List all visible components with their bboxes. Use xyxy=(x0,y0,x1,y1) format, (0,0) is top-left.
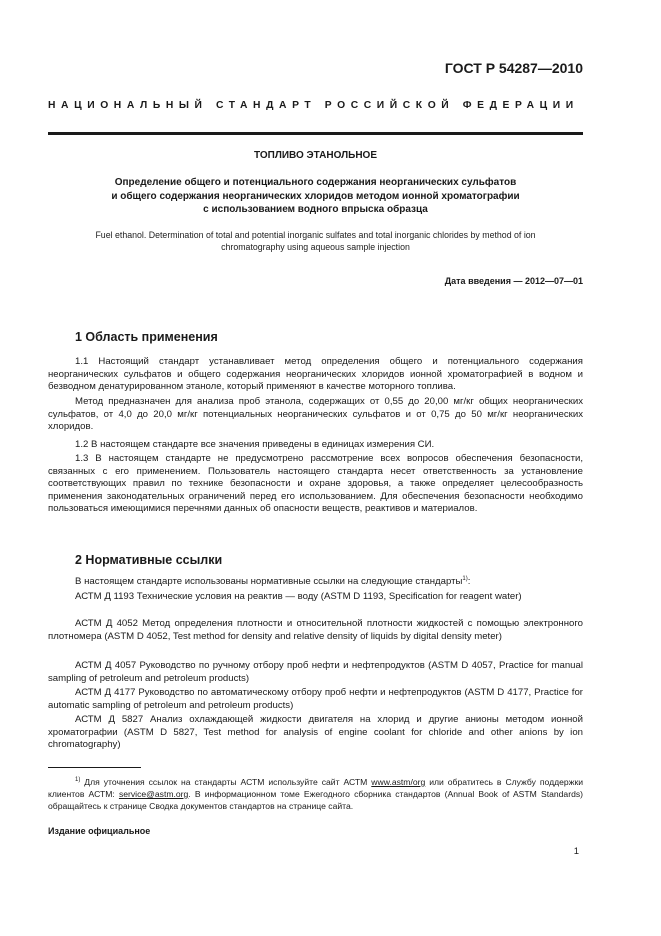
section-1-paragraph: Метод предназначен для анализа проб этанола, содержащих от 0,55 до 20,00 мг/кг общих неорганических сульфатов, от 4,0 до 20,0 мг/кг потенциальных неорганических сульфатов и от 0,75 до 50 мг/кг неорганических хлоридов. xyxy=(48,396,583,432)
section-2-heading: 2 Нормативные ссылки xyxy=(75,553,223,567)
section-1-paragraph: 1.3 В настоящем стандарте не предусмотрено рассмотрение всех вопросов обеспечения безопасности, связанных с его применением. Пользователь настоящего стандарта несет ответственность за установление соответствующих правил по технике безопасности и охране здоровья, а также определяет целесообразность применения законодательных ограничений перед его использованием. Для обеспечения безопасности необходимо пользоваться имеющимися перечнями данных об опасности веществ, реактивов и материалов. xyxy=(48,453,583,514)
document-subtitle xyxy=(48,176,583,217)
footnote: $^{1)}$ Для уточнения ссылок на стандарты АСТМ используйте сайт АСТМ www.astm/org или обратитесь в Службу поддержки клиентов АСТМ: service@astm.org. В информационном томе Ежегодного сборника стандартов (Annual Book of ASTM Standards) обращайтесь к странице Сводка документов стандартов на странице сайта. xyxy=(48,777,584,811)
english-title xyxy=(48,229,583,253)
reference-item: АСТМ Д 1193 Технические условия на реактив — воду (ASTM D 1193, Specification for reagent water) xyxy=(75,591,522,602)
reference-item: АСТМ Д 4052 Метод определения плотности и относительной плотности жидкостей с помощью электронного плотномера (ASTM D 4052, Test method for density and relative density of liquids by digital density meter) xyxy=(48,618,583,642)
english-title-line: chromatography using aqueous sample injection xyxy=(221,242,410,252)
footnote-mark: 1) xyxy=(75,777,81,784)
page-number: 1 xyxy=(573,846,579,857)
introduction-date: Дата введения — 2012—07—01 xyxy=(444,276,583,286)
section-1-paragraph: 1.2 В настоящем стандарте все значения приведены в единицах измерения СИ. xyxy=(75,439,435,450)
reference-item: АСТМ Д 4057 Руководство по ручному отбору проб нефти и нефтепродуктов (ASTM D 4057, Practice for manual sampling of petroleum and petroleum products) xyxy=(48,660,583,684)
footnote-ref: 1) xyxy=(462,575,468,582)
section-1-paragraph: 1.1 Настоящий стандарт устанавливает метод определения общего и потенциального содержания неорганических сульфатов и общего содержания неорганических хлоридов ионной хроматографией в водном и безводном денатурированном этаноле, который применяют в качестве моторного топлива. xyxy=(48,356,583,392)
subtitle-line: и общего содержания неорганических хлоридов методом ионной хроматографии xyxy=(111,190,520,202)
official-edition-label: Издание официальное xyxy=(48,826,151,836)
astm-email-link[interactable]: service@astm.org xyxy=(118,789,189,799)
header-divider xyxy=(48,132,583,135)
english-title-line: Fuel ethanol. Determination of total and potential inorganic sulfates and total inorganic chlorides by method of ion xyxy=(95,230,536,240)
standard-code: ГОСТ Р 54287—2010 xyxy=(444,60,583,76)
section-1-heading: 1 Область применения xyxy=(75,330,218,344)
reference-item: АСТМ Д 5827 Анализ охлаждающей жидкости двигателя на хлорид и другие анионы методом ионной хроматографии (ASTM D 5827, Test method for analysis of engine coolant for chloride and other anions by ion chromatography) xyxy=(48,714,583,750)
document-title: ТОПЛИВО ЭТАНОЛЬНОЕ xyxy=(254,150,377,161)
astm-website-link[interactable]: www.astm/org xyxy=(371,777,426,787)
section-2-intro: В настоящем стандарте использованы нормативные ссылки на следующие стандарты$^{1)}$: xyxy=(75,575,471,587)
national-standard-banner: НАЦИОНАЛЬНЫЙ СТАНДАРТ РОССИЙСКОЙ ФЕДЕРАЦИИ xyxy=(48,100,579,111)
subtitle-line: Определение общего и потенциального содержания неорганических сульфатов xyxy=(114,177,517,188)
subtitle-line: с использованием водного впрыска образца xyxy=(203,204,428,215)
reference-item: АСТМ Д 4177 Руководство по автоматическому отбору проб нефти и нефтепродуктов (ASTM D 4177, Practice for automatic sampling of petroleum and petroleum products) xyxy=(48,687,583,711)
footnote-divider xyxy=(48,767,141,768)
